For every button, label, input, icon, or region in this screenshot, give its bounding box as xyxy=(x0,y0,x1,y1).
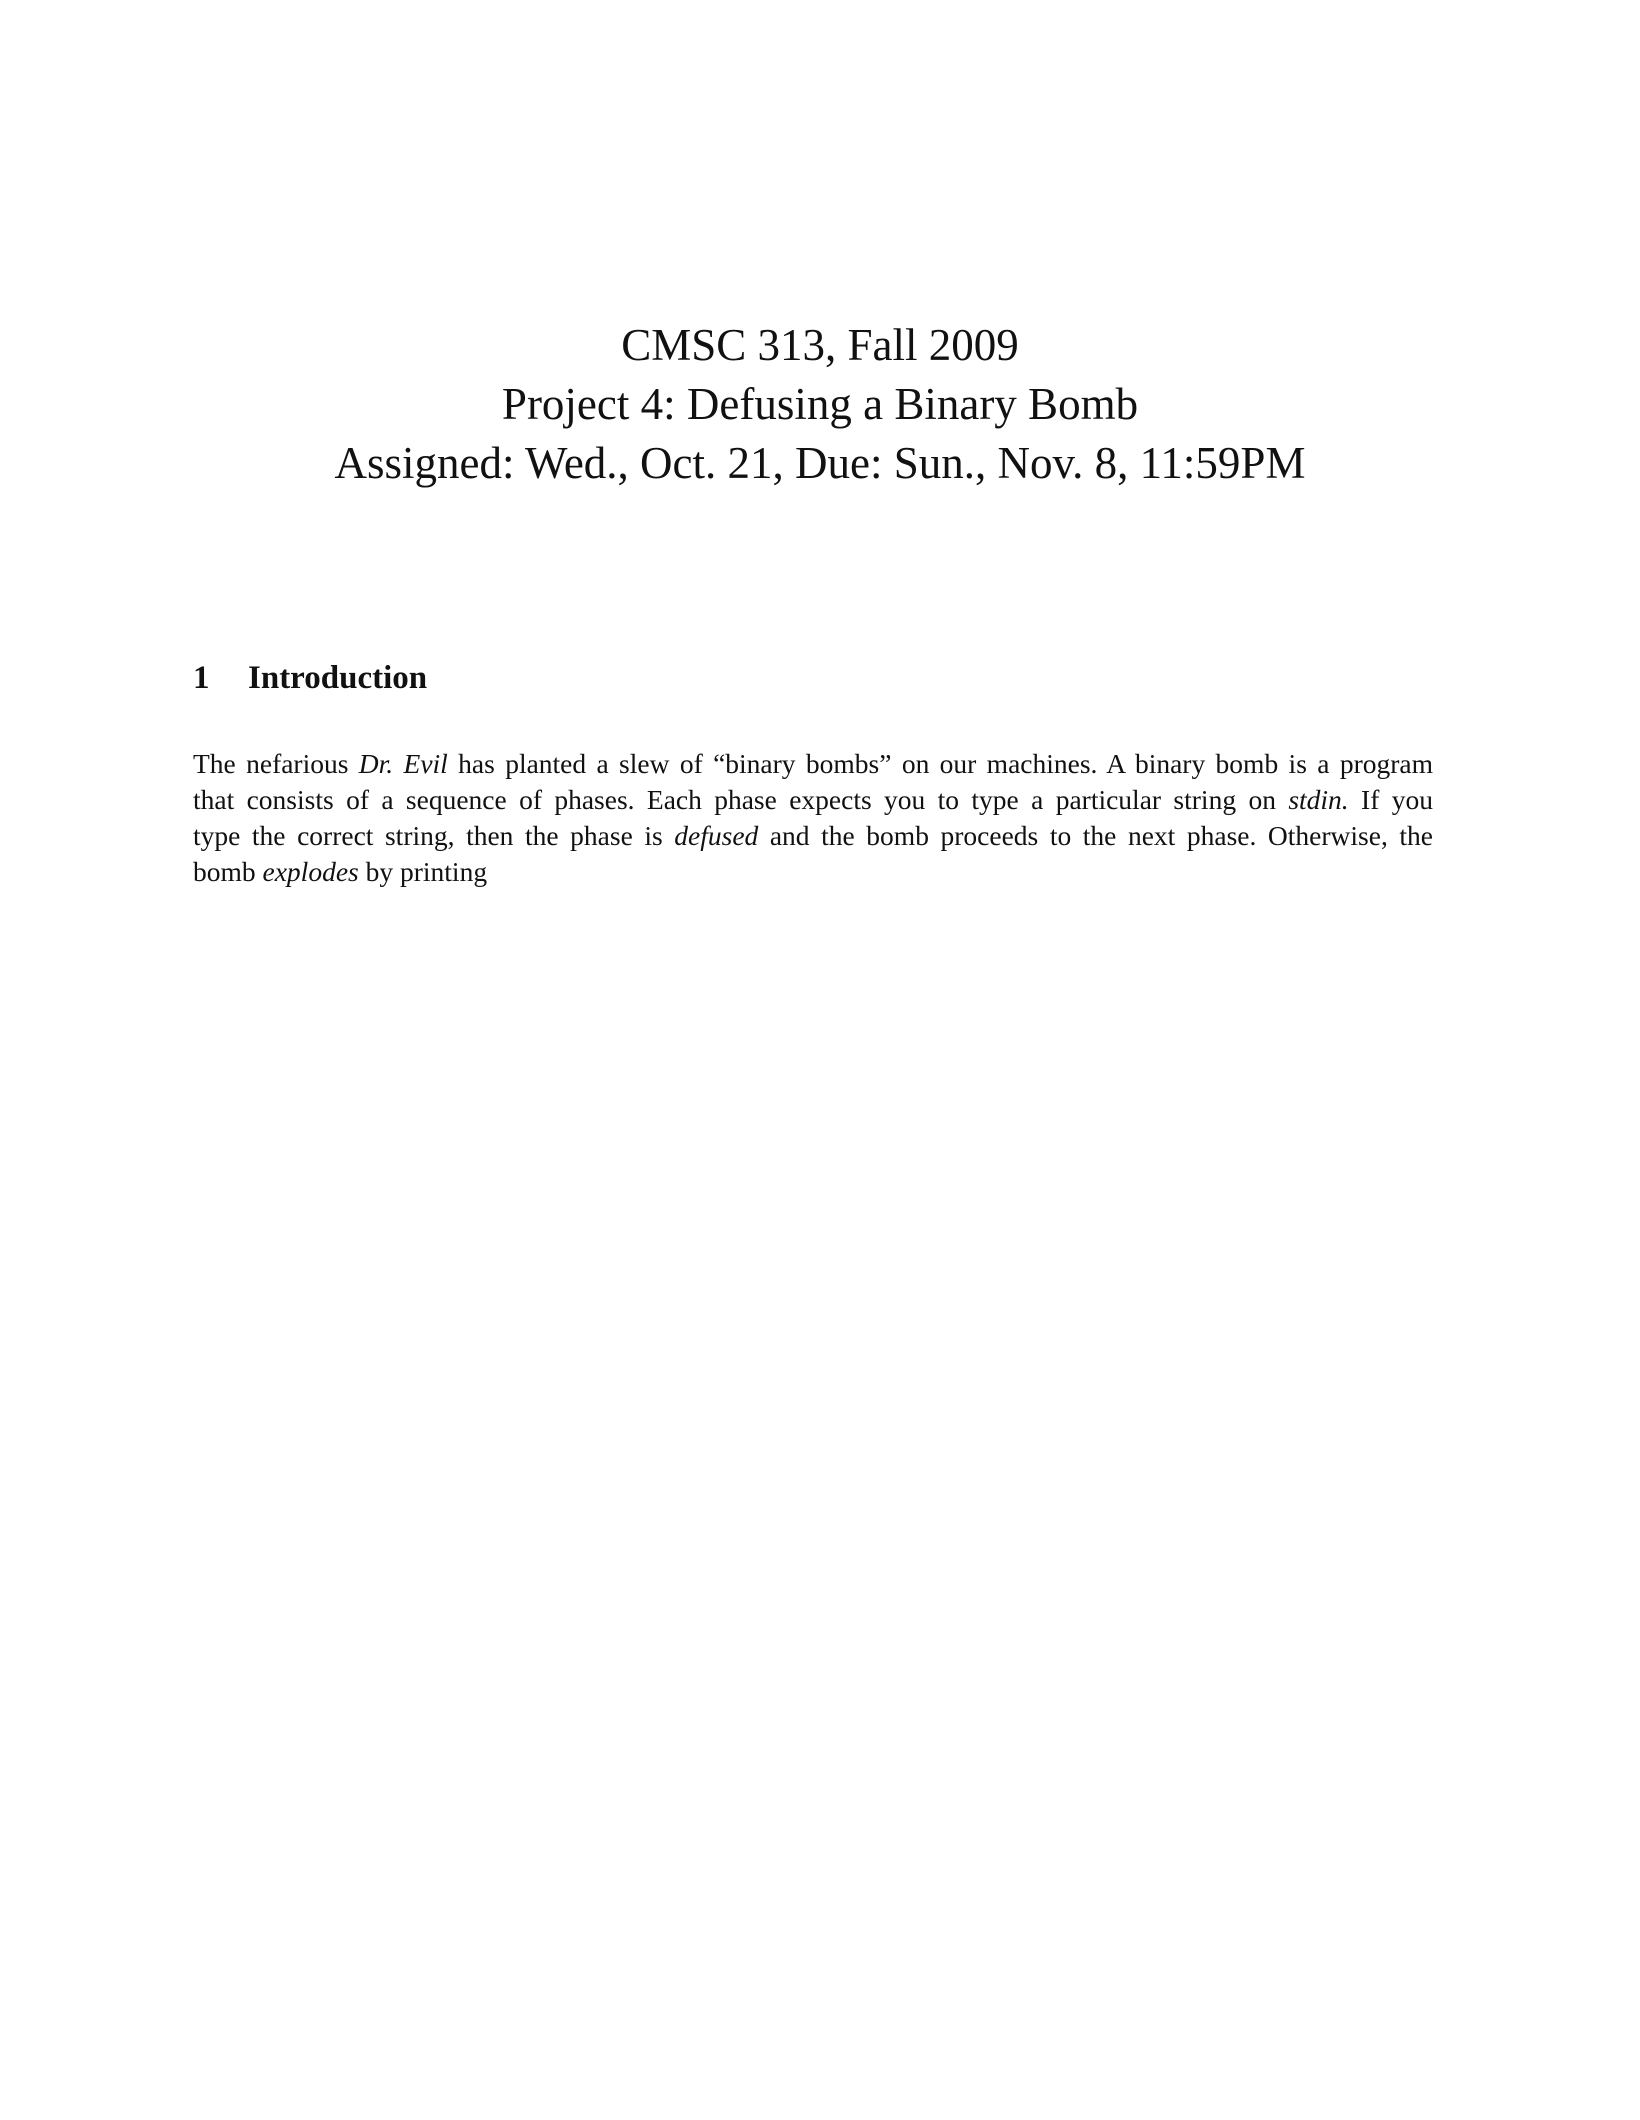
course-title: CMSC 313, Fall 2009 xyxy=(621,320,1019,370)
emphasis-defused: defused xyxy=(674,820,759,851)
text-run: If you xyxy=(1348,784,1433,815)
emphasis-stdin: stdin. xyxy=(1288,784,1349,815)
text-run: that consists of a sequence of phases. Each phase expects you to type a particular string on xyxy=(193,784,1289,815)
section-heading xyxy=(193,658,427,698)
paragraph-line xyxy=(193,818,1433,854)
text-run: and the bomb proceeds to the next phase. Otherwise, the xyxy=(758,820,1433,851)
text-run: bomb xyxy=(193,856,263,887)
section-number: 1 xyxy=(193,660,210,696)
text-run: type the correct string, then the phase is xyxy=(193,820,675,851)
text-run: has planted a slew of “binary bombs” on our machines. A binary bomb is a program xyxy=(447,748,1433,779)
emphasis-dr-evil: Dr. Evil xyxy=(358,748,448,779)
emphasis-explodes: explodes xyxy=(262,856,359,887)
paragraph-line xyxy=(193,782,1433,818)
assignment-dates: Assigned: Wed., Oct. 21, Due: Sun., Nov. 8, 11:59PM xyxy=(334,438,1306,488)
project-title: Project 4: Defusing a Binary Bomb xyxy=(501,379,1139,429)
paragraph-line xyxy=(193,746,1433,782)
intro-paragraph xyxy=(193,746,1433,890)
section-title: Introduction xyxy=(248,660,428,696)
paragraph-line xyxy=(193,854,1433,890)
text-run: The nefarious xyxy=(193,748,359,779)
text-run: by printing xyxy=(358,856,488,887)
title-block xyxy=(0,316,1640,493)
